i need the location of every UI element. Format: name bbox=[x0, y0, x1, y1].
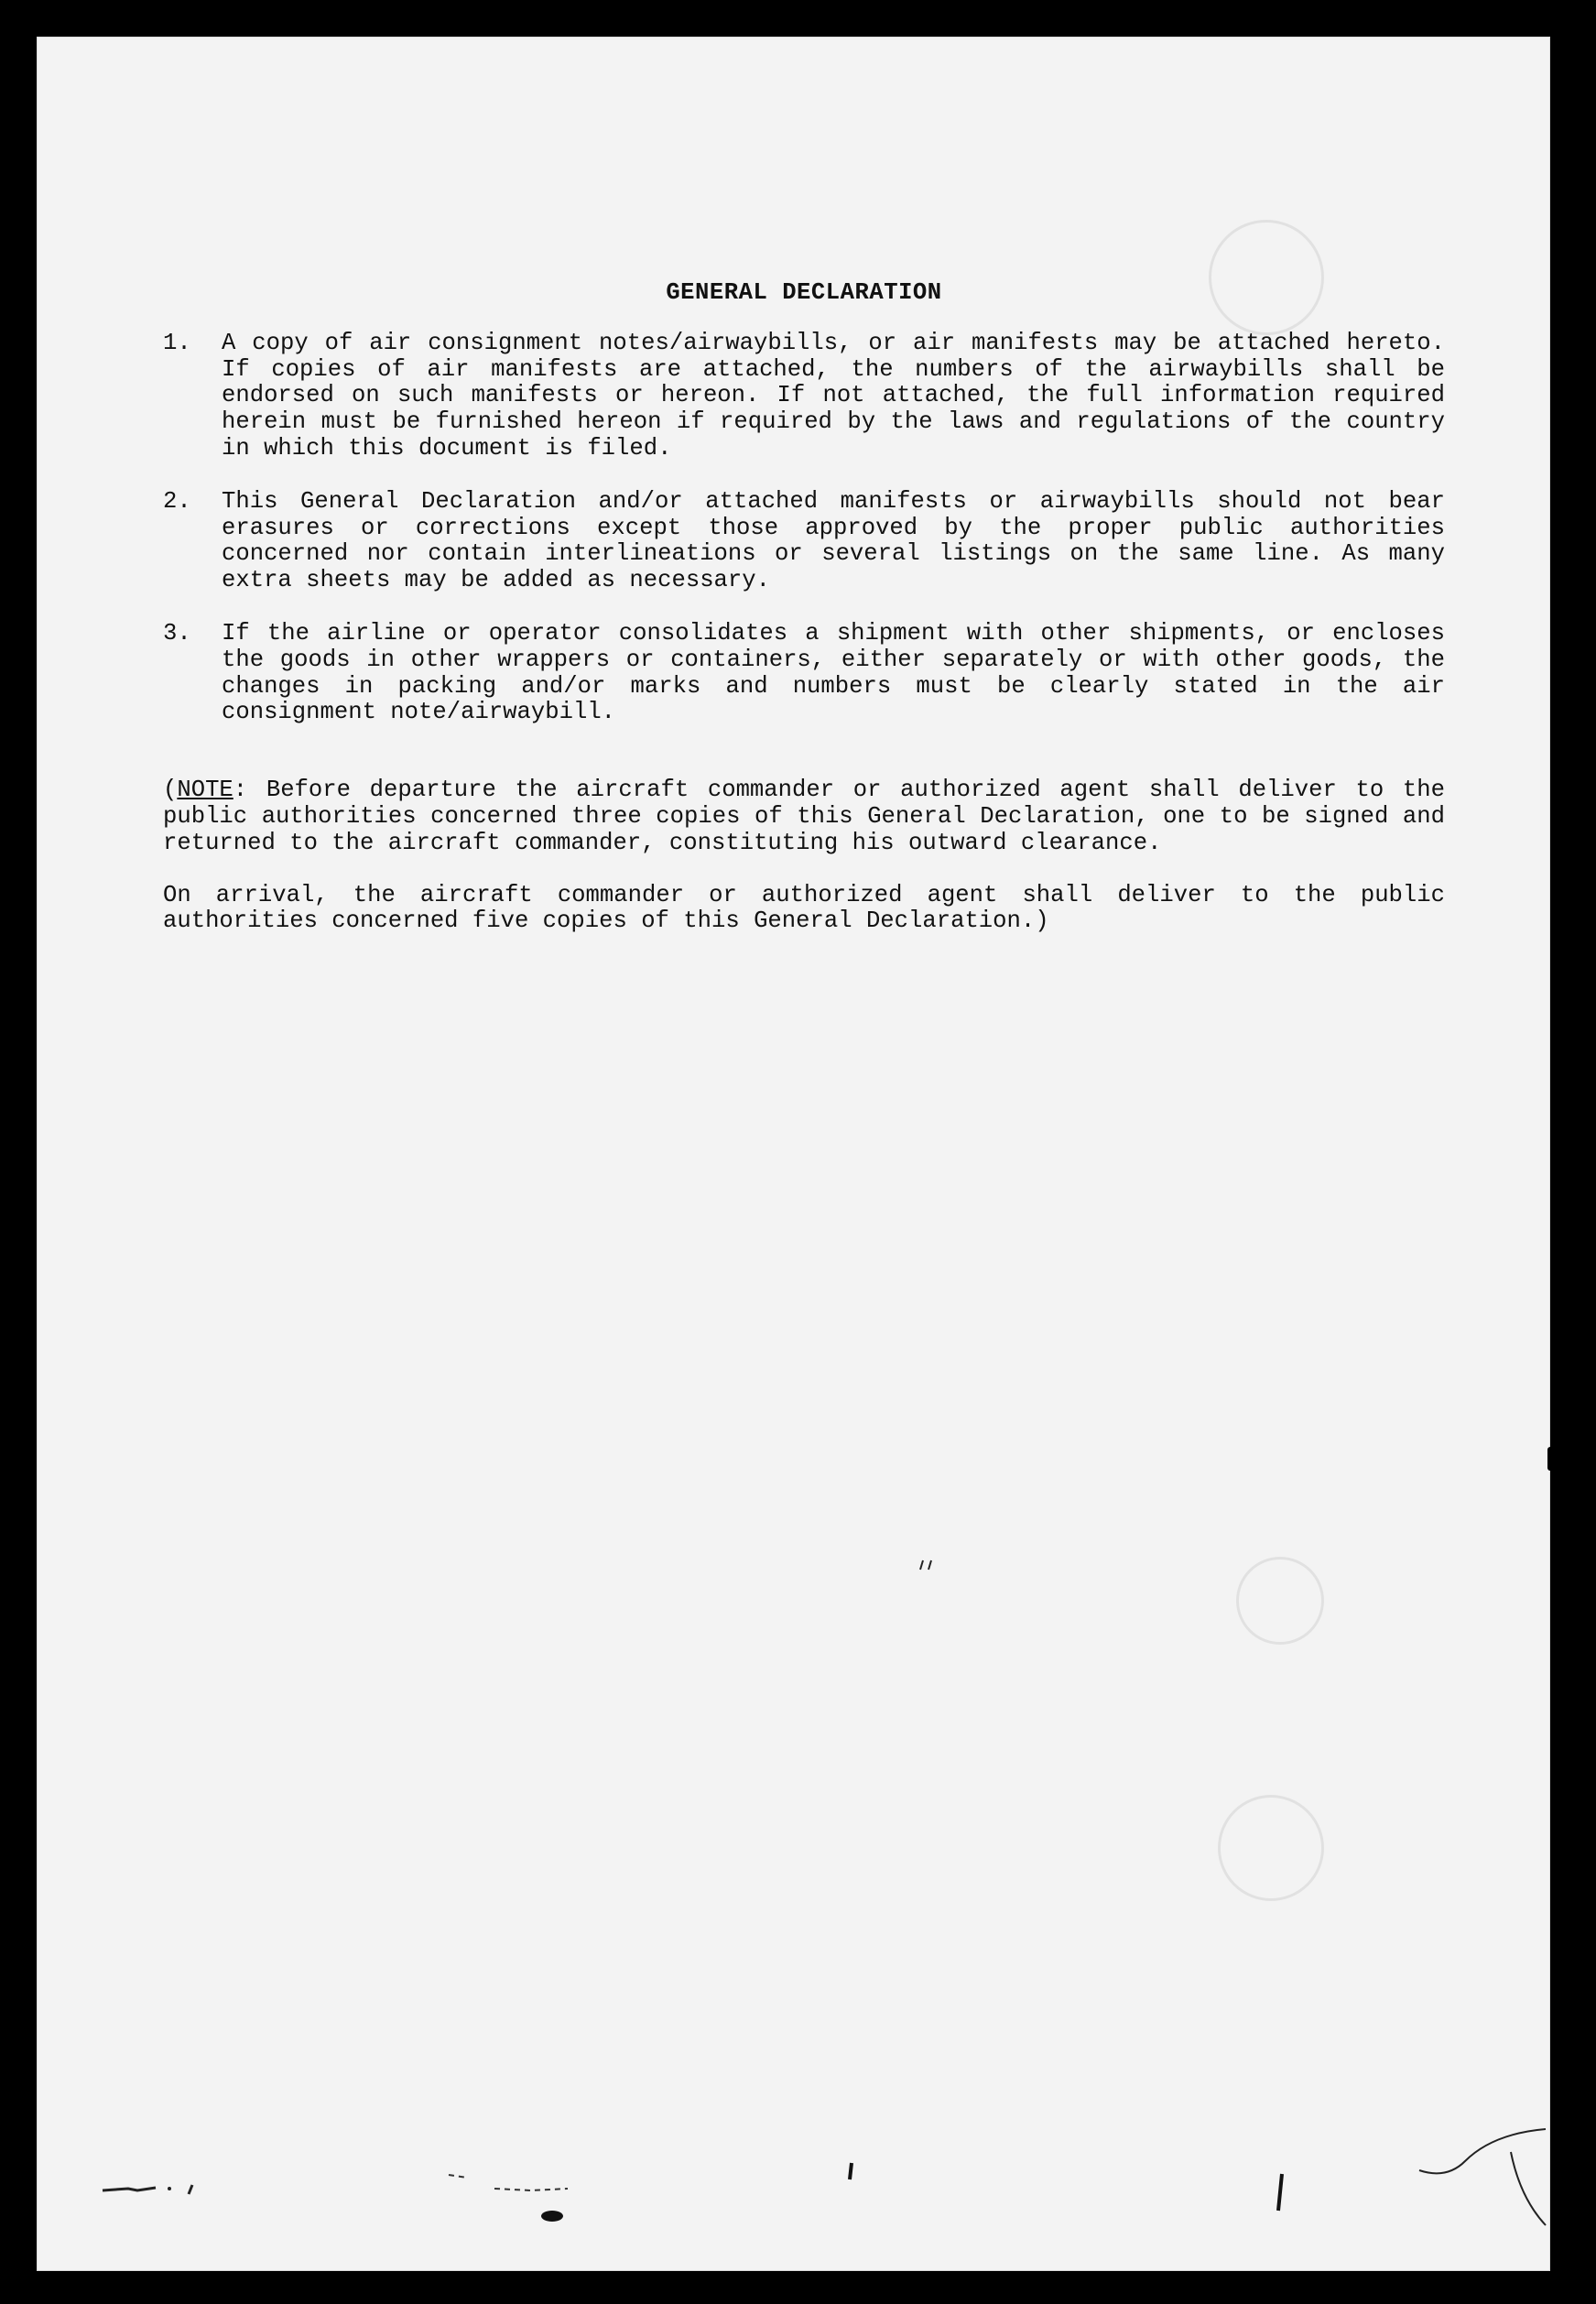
scan-speck bbox=[1410, 2097, 1547, 2234]
list-item bbox=[163, 621, 1445, 726]
document-page bbox=[37, 37, 1550, 2271]
arrival-paragraph: On arrival, the aircraft commander or authorized agent shall deliver to the public authorities concerned five copies of this General Declaration.) bbox=[163, 881, 1445, 935]
note-label: NOTE bbox=[177, 777, 233, 804]
bleed-through-stamp bbox=[1218, 1795, 1324, 1901]
scan-speck bbox=[440, 2170, 586, 2198]
scan-speck bbox=[1264, 2170, 1300, 2216]
list-item bbox=[163, 489, 1445, 594]
scan-speck bbox=[536, 2207, 572, 2225]
scan-speck bbox=[916, 1557, 943, 1575]
list-item bbox=[163, 331, 1445, 462]
scan-speck bbox=[101, 2179, 201, 2198]
item-number: 2. bbox=[163, 487, 191, 515]
page-title: GENERAL DECLARATION bbox=[666, 279, 942, 306]
note-paragraph bbox=[163, 777, 1445, 856]
item-text: If the airline or operator consolidates a shipment with other shipments, or encloses the goods in other wrappers or containers, either separately or with other goods, the changes in packing and/or marks and numbers must be clearly stated in the air consignment note/airwaybill. bbox=[222, 619, 1445, 726]
item-number: 3. bbox=[163, 619, 191, 647]
bleed-through-mark: ​ bbox=[1114, 284, 1120, 312]
note-open-paren: ( bbox=[163, 777, 178, 804]
bleed-through-stamp bbox=[1236, 1557, 1324, 1645]
scan-speck bbox=[842, 2161, 861, 2189]
item-number: 1. bbox=[163, 329, 191, 356]
item-text: This General Declaration and/or attached manifests or airwaybills should not bear erasures or corrections except those approved by the proper public authorities concerned nor contain interlineations or several listings on the same line. As many extra sheets may be added as necessary. bbox=[222, 487, 1445, 594]
note-text: : Before departure the aircraft commander or authorized agent shall deliver to the public authorities concerned three copies of this General Declaration, one to be signed and returned to the aircraft commander, constituting his outward clearance. bbox=[163, 777, 1445, 856]
declaration-text bbox=[163, 280, 1445, 935]
page-edge-mark bbox=[1547, 1447, 1560, 1471]
item-text: A copy of air consignment notes/airwaybills, or air manifests may be attached hereto. If copies of air manifests are attached, the numbers of the airwaybills shall be endorsed on such manifests or hereon. If not attached, the full information required herein must be furnished hereon if required by the laws and regulations of the country in which this document is filed. bbox=[222, 329, 1445, 462]
